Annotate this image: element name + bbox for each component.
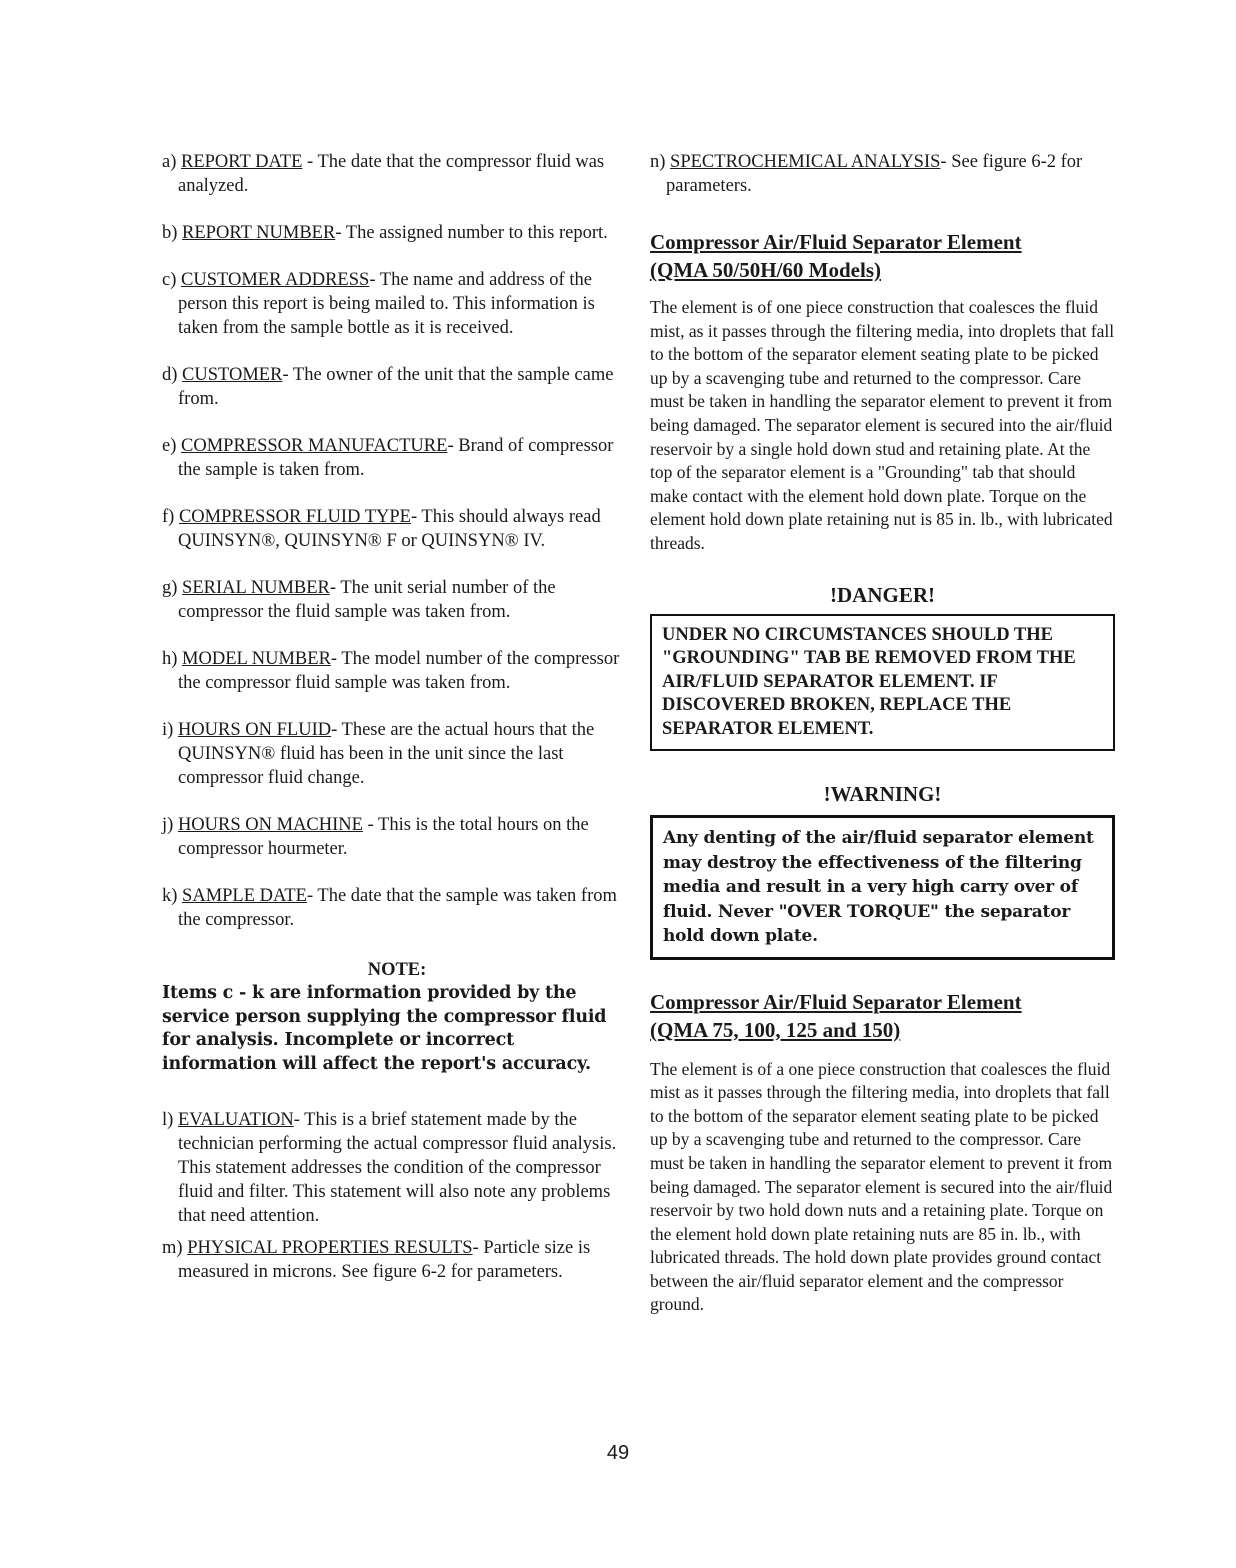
term-physical-properties-results: PHYSICAL PROPERTIES RESULTS [187,1238,473,1258]
danger-title: !DANGER! [830,582,935,607]
term-model-number: MODEL NUMBER [182,649,331,669]
term-hours-on-fluid: HOURS ON FLUID [177,720,332,740]
section2-heading-line2: (QMA 75, 100, 125 and 150) [650,1017,901,1042]
term-report-number: REPORT NUMBER [182,223,336,243]
term-compressor-fluid-type: COMPRESSOR FLUID TYPE [178,507,411,527]
item-spectrochemical-analysis: n) SPECTROCHEMICAL ANALYSIS- See figure 6-2 for parameters. [650,152,1083,196]
page-number: 49 [606,1442,630,1464]
item-serial-number: g) SERIAL NUMBER- The unit serial number of the compressor the fluid sample was taken from. [162,578,556,622]
section2-body: The element is of a one piece construction that coalesces the fluid mist as it passes through the filtering media, into droplets that fall to the bottom of the separator element seating plate to be picked up by a scavenging tube and returned to the compressor. Care must be taken in handling the separator element to prevent it from being damaged. The separator element is secured into the air/fluid reservoir by two hold down nuts and a retaining plate. Torque on the element hold down plate retaining nuts are 85 in. lb., with lubricated threads. The hold down plate provides ground contact between the air/fluid separator element and the compressor ground. [650,1058,1113,1315]
item-hours-on-fluid: i) HOURS ON FLUID- These are the actual hours that the QUINSYN® fluid has been in the unit since the last compressor fluid change. [162,720,595,788]
term-sample-date: SAMPLE DATE [182,886,307,906]
term-spectrochemical-analysis: SPECTROCHEMICAL ANALYSIS [670,152,941,172]
danger-box [650,614,1115,752]
item-model-number: h) MODEL NUMBER- The model number of the compressor the compressor fluid sample was taken from. [162,649,620,693]
item-compressor-manufacture: e) COMPRESSOR MANUFACTURE- Brand of compressor the sample is taken from. [162,436,614,480]
term-serial-number: SERIAL NUMBER [182,578,330,598]
warning-box [650,815,1115,960]
item-sample-date: k) SAMPLE DATE- The date that the sample was taken from the compressor. [162,886,617,930]
warning-text: Any denting of the air/fluid separator element may destroy the effectiveness of the filtering media and result in a very high carry over of fluid. Never "OVER TORQUE" the separator hold down plate. [663,828,1094,947]
item-physical-properties-results: m) PHYSICAL PROPERTIES RESULTS- Particle size is measured in microns. See figure 6-2 for parameters. [162,1238,591,1282]
term-report-date: REPORT DATE [181,152,303,172]
item-report-number: b) REPORT NUMBER- The assigned number to this report. [162,223,608,243]
term-customer-address: CUSTOMER ADDRESS [181,270,370,290]
left-column [162,150,632,1284]
term-hours-on-machine: HOURS ON MACHINE [177,815,363,835]
danger-text: UNDER NO CIRCUMSTANCES SHOULD THE "GROUNDING" TAB BE REMOVED FROM THE AIR/FLUID SEPARATOR ELEMENT. IF DISCOVERED BROKEN, REPLACE THE SEPARATOR ELEMENT. [662,624,1076,739]
item-customer: d) CUSTOMER- The owner of the unit that the sample came from. [162,365,614,409]
section1-heading-line1: Compressor Air/Fluid Separator Element [650,230,1022,254]
section1-heading-line2: (QMA 50/50H/60 Models) [650,258,881,282]
note-title: NOTE: [367,960,427,980]
term-customer: CUSTOMER [182,365,283,385]
warning-title: !WARNING! [823,782,942,807]
item-evaluation: l) EVALUATION- This is a brief statement made by the technician performing the actual compressor fluid analysis. This statement addresses the condition of the compressor fluid and filter. This statement will also note any problems that need attention. [162,1110,617,1226]
item-compressor-fluid-type: f) COMPRESSOR FLUID TYPE- This should always read QUINSYN®, QUINSYN® F or QUINSYN® IV. [162,507,601,551]
term-compressor-manufacture: COMPRESSOR MANUFACTURE [181,436,448,456]
section2-heading-line1: Compressor Air/Fluid Separator Element [650,989,1022,1014]
item-customer-address: c) CUSTOMER ADDRESS- The name and address of the person this report is being mailed to. This information is taken from the sample bottle as it is received. [162,270,595,338]
item-report-date: a) REPORT DATE - The date that the compressor fluid was analyzed. [162,152,605,196]
right-column [650,150,1115,1317]
term-evaluation: EVALUATION [177,1110,294,1130]
item-hours-on-machine: j) HOURS ON MACHINE - This is the total hours on the compressor hourmeter. [162,815,589,859]
section1-body: The element is of one piece construction that coalesces the fluid mist, as it passes through the filtering media, into droplets that fall to the bottom of the separator element seating plate to be picked up by a scavenging tube and returned to the compressor. Care must be taken in handling the separator element to prevent it from being damaged. The separator element is secured into the air/fluid reservoir by a single hold down stud and retaining plate. At the top of the separator element is a "Grounding" tab that should make contact with the element hold down plate. Torque on the element hold down plate retaining nut is 85 in. lb., with lubricated threads. [650,297,1115,553]
note-body: Items c - k are information provided by the service person supplying the compressor fluid for analysis. Incomplete or incorrect information will affect the report's accuracy. [162,983,607,1074]
